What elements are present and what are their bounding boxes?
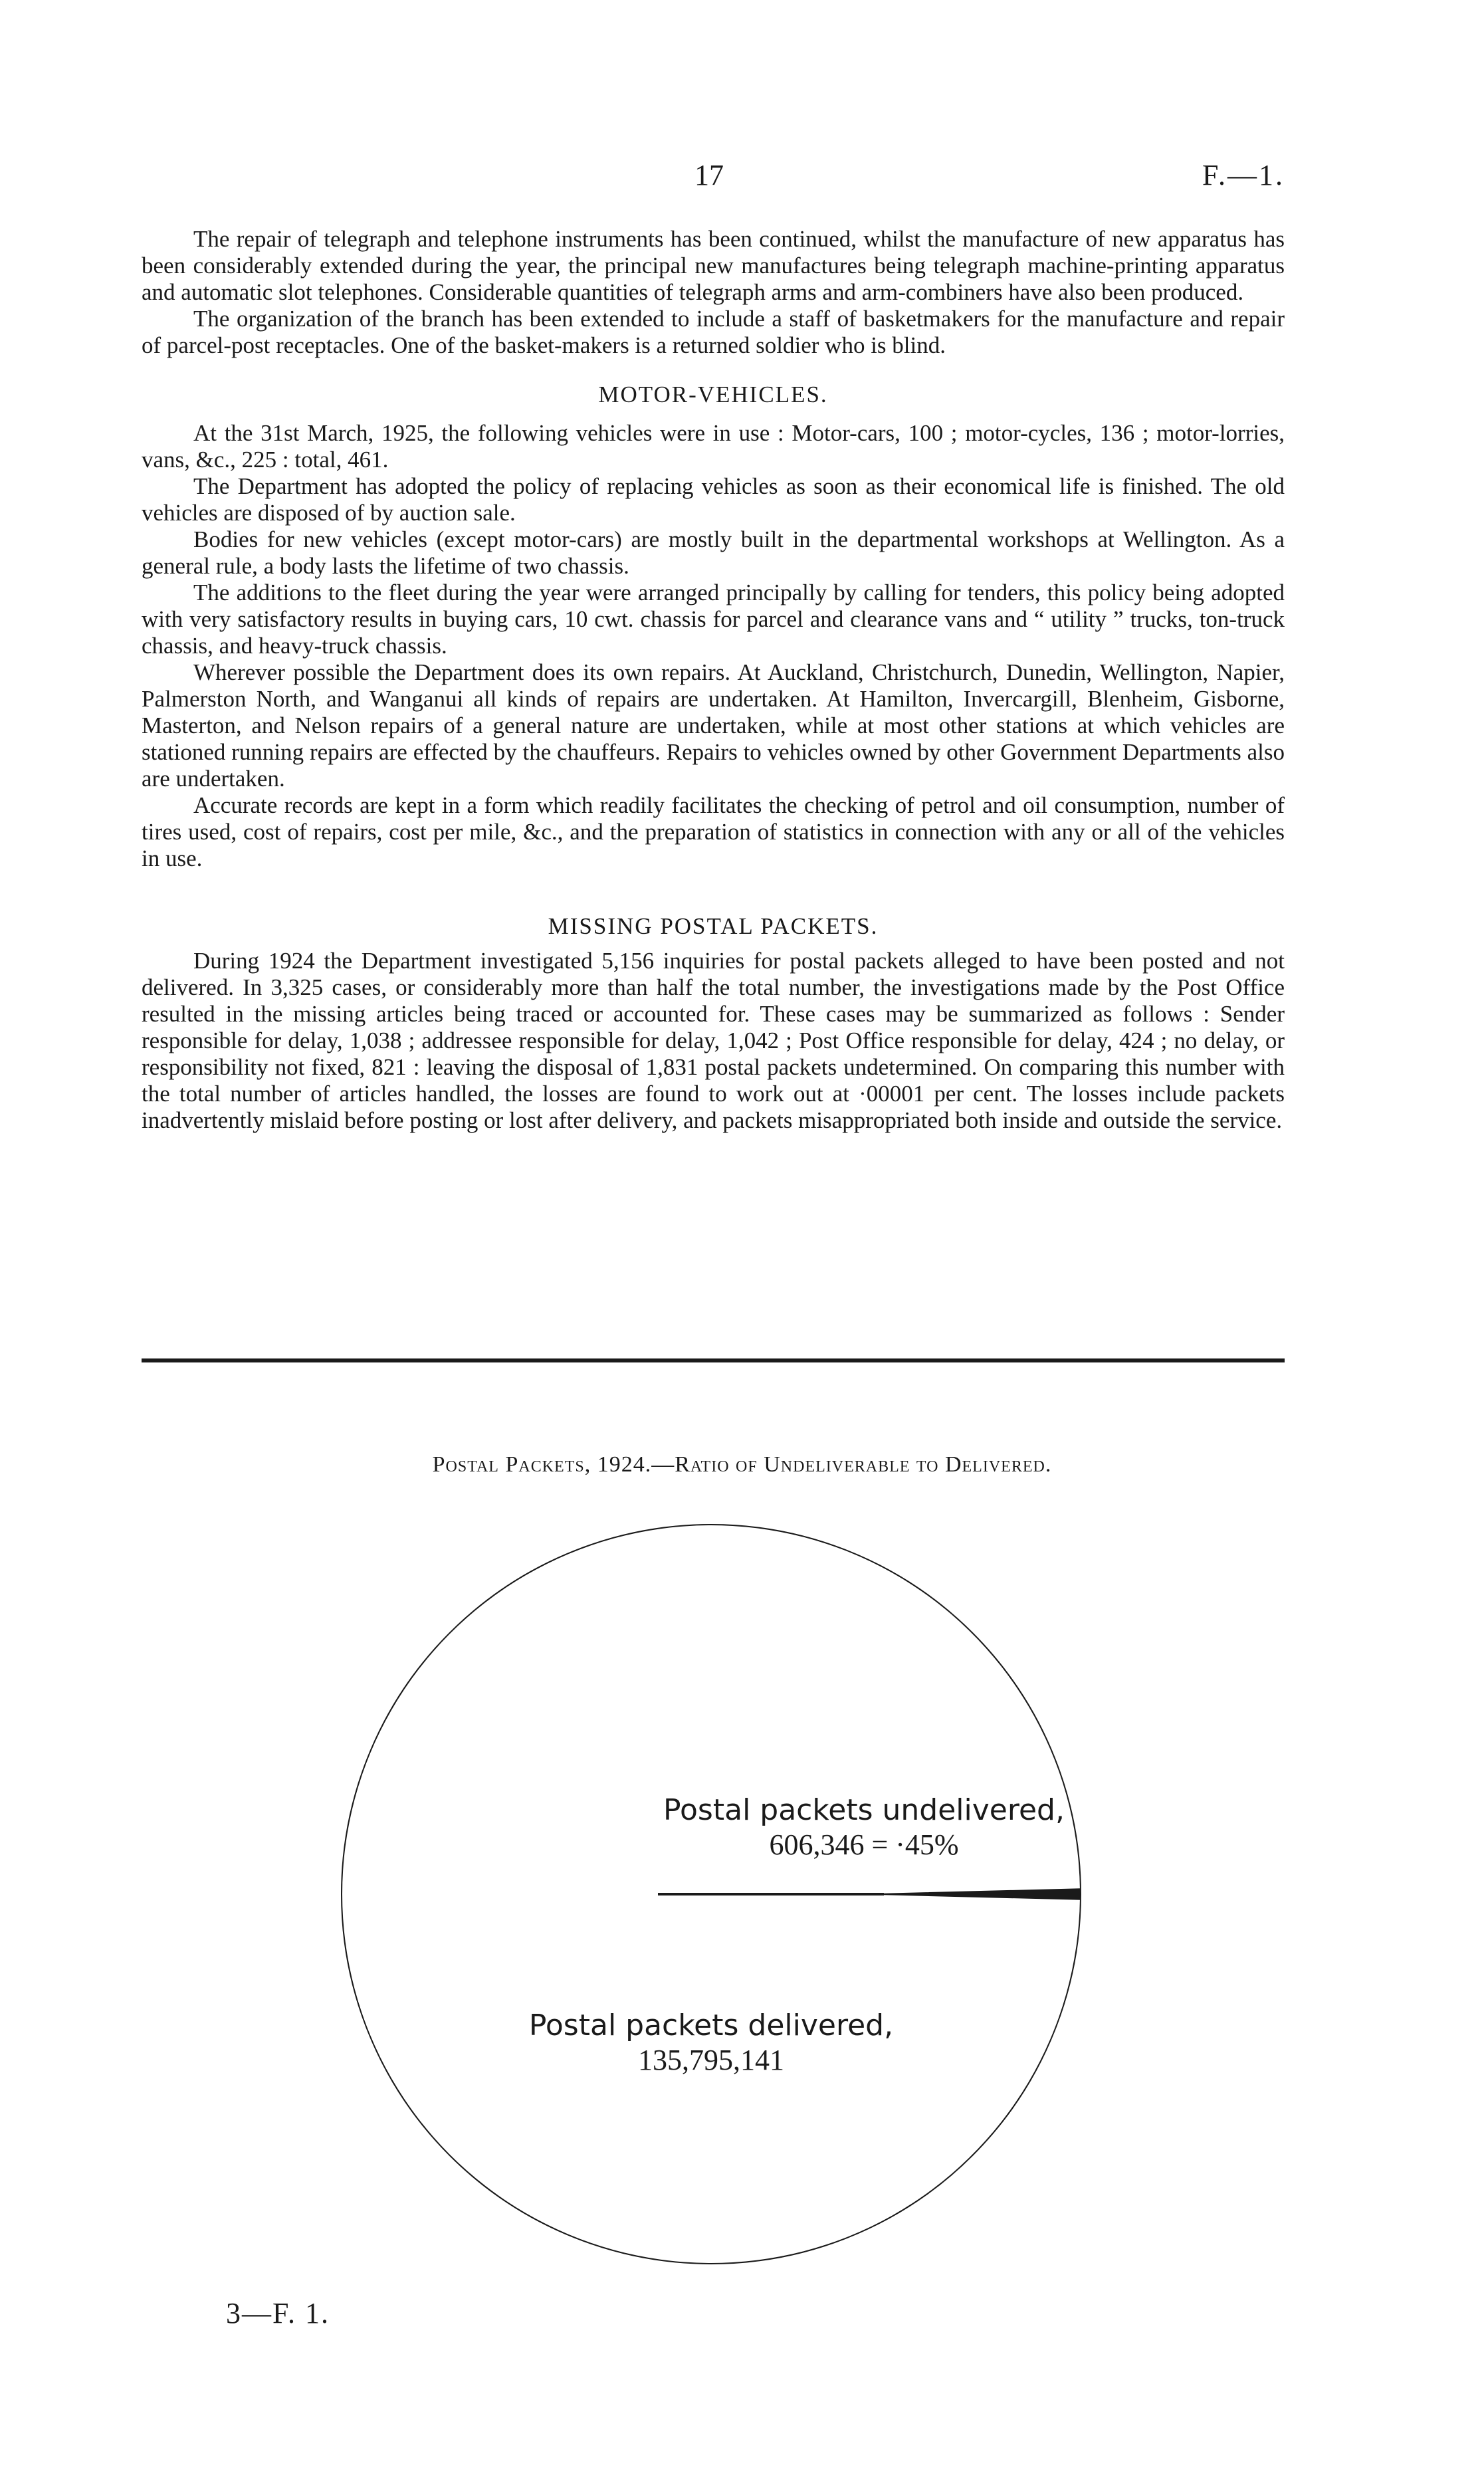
body-text [142,226,1285,1134]
slice-label-undelivered [651,1793,1077,1862]
paragraph: Accurate records are kept in a form which readily facilitates the checking of petrol and oil consumption, number of tires used, cost of repairs, cost per mile, &c., and the preparation of statistics in connection with any or all of the vehicles in use. [142,792,1285,871]
document-reference: F.—1. [1202,159,1285,191]
slice-label-delivered [512,2008,910,2078]
paragraph: At the 31st March, 1925, the following vehicles were in use : Motor-cars, 100 ; motor-cycles, 136 ; motor-lorries, vans, &c., 225 : total, 461. [142,420,1285,473]
horizontal-rule [142,1358,1285,1362]
slice-label-undelivered-value: 606,346 = ·45% [769,1828,959,1861]
pie-chart [332,1515,1090,2273]
section-heading-motor-vehicles: MOTOR-VEHICLES. [598,381,828,407]
slice-label-undelivered-title: Postal packets undelivered, [663,1793,1065,1827]
paragraph: The organization of the branch has been extended to include a staff of basketmakers for the manufacture and repair of parcel-post receptacles. One of the basket-makers is a returned soldier who is blind. [142,306,1285,358]
paragraph: The repair of telegraph and telephone instruments has been continued, whilst the manufacture of new apparatus has been considerably extended during the year, the principal new manufactures being telegraph machine-printing apparatus and automatic slot telephones. Considerable quantities of telegraph arms and arm-combiners have also been produced. [142,226,1285,305]
paragraph: Wherever possible the Department does its own repairs. At Auckland, Christchurch, Dunedin, Wellington, Napier, Palmerston North, and Wanganui all kinds of repairs are undertaken. At Hamilton, Invercargill, Blenheim, Gisborne, Masterton, and Nelson repairs of a general nature are undertaken, while at most other stations at which vehicles are stationed running repairs are effected by the chauffeurs. Repairs to vehicles owned by other Government Departments also are undertaken. [142,659,1285,792]
paragraph: The Department has adopted the policy of replacing vehicles as soon as their economical life is finished. The old vehicles are disposed of by auction sale. [142,473,1285,526]
footer-reference: 3—F. 1. [226,2297,330,2329]
page-number: 17 [694,159,724,191]
section-heading-missing-postal-packets: MISSING POSTAL PACKETS. [548,913,879,939]
paragraph: During 1924 the Department investigated 5,156 inquiries for postal packets alleged to have been posted and not delivered. In 3,325 cases, or considerably more than half the total number, the investigations made by the Post Office resulted in the missing articles being traced or accounted for. These cases may be summarized as follows : Sender responsible for delay, 1,038 ; addressee responsible for delay, 1,042 ; Post Office responsible for delay, 424 ; no delay, or responsibility not fixed, 821 : leaving the disposal of 1,831 postal packets undetermined. On comparing this number with the total number of articles handled, the losses are found to work out at ·00001 per cent. The losses include packets inadvertently mislaid before posting or lost after delivery, and packets misappropriated both inside and outside the service. [142,948,1285,1133]
slice-label-delivered-title: Postal packets delivered, [528,2008,894,2042]
slice-label-delivered-value: 135,795,141 [638,2044,784,2076]
paragraph: The additions to the fleet during the year were arranged principally by calling for tenders, this policy being adopted with very satisfactory results in buying cars, 10 cwt. chassis for parcel and clearance vans and “ utility ” trucks, ton-truck chassis, and heavy-truck chassis. [142,580,1285,659]
chart-title: Postal Packets, 1924.—Ratio of Undeliverable to Delivered. [432,1452,1052,1477]
paragraph: Bodies for new vehicles (except motor-cars) are mostly built in the departmental workshops at Wellington. As a general rule, a body lasts the lifetime of two chassis. [142,526,1285,579]
